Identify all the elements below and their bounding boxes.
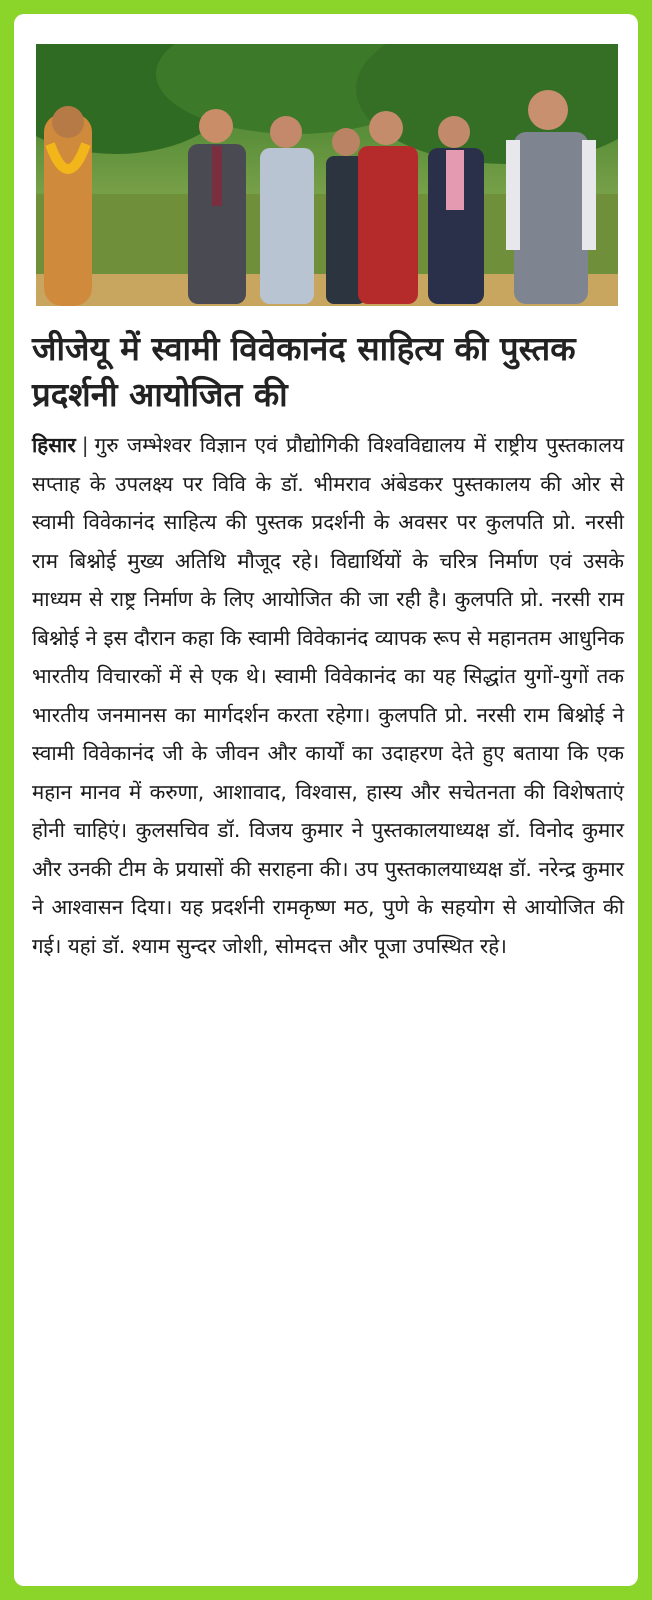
- news-photo: [36, 44, 618, 306]
- group-photo-illustration: [36, 44, 618, 306]
- news-clipping: [14, 14, 638, 1586]
- dateline-separator: |: [81, 433, 89, 457]
- article-text: गुरु जम्भेश्वर विज्ञान एवं प्रौद्योगिकी विश्वविद्यालय में राष्ट्रीय पुस्तकालय सप्ताह के उपलक्ष्य पर विवि के डॉ. भीमराव अंबेडकर पुस्तकालय की ओर से स्वामी विवेकानंद साहित्य की पुस्तक प्रदर्शनी के अवसर पर कुलपति प्रो. नरसी राम बिश्नोई मुख्य अतिथि मौजूद रहे। विद्यार्थियों के चरित्र निर्माण एवं उसके माध्यम से राष्ट्र निर्माण के लिए आयोजित की जा रही है। कुलपति प्रो. नरसी राम बिश्नोई ने इस दौरान कहा कि स्वामी विवेकानंद व्यापक रूप से महानतम आधुनिक भारतीय विचारकों में से एक थे। स्वामी विवेकानंद का यह सिद्धांत युगों-युगों तक भारतीय जनमानस का मार्गदर्शन करता रहेगा। कुलपति प्रो. नरसी राम बिश्नोई ने स्वामी विवेकानंद जी के जीवन और कार्यों का उदाहरण देते हुए बताया कि एक महान मानव में करुणा, आशावाद, विश्वास, हास्य और सचेतनता की विशेषताएं होनी चाहिएं। कुलसचिव डॉ. विजय कुमार ने पुस्तकालयाध्यक्ष डॉ. विनोद कुमार और उनकी टीम के प्रयासों की सराहना की। उप पुस्तकालयाध्यक्ष डॉ. नरेन्द्र कुमार ने आश्वासन दिया। यह प्रदर्शनी रामकृष्ण मठ, पुणे के सहयोग से आयोजित की गई। यहां डॉ. श्याम सुन्दर जोशी, सोमदत्त और पूजा उपस्थित रहे।: [32, 433, 625, 958]
- dateline: हिसार: [32, 433, 76, 457]
- article-body: [32, 426, 624, 965]
- headline: जीजेयू में स्वामी विवेकानंद साहित्य की पुस्तक प्रदर्शनी आयोजित की: [32, 329, 576, 414]
